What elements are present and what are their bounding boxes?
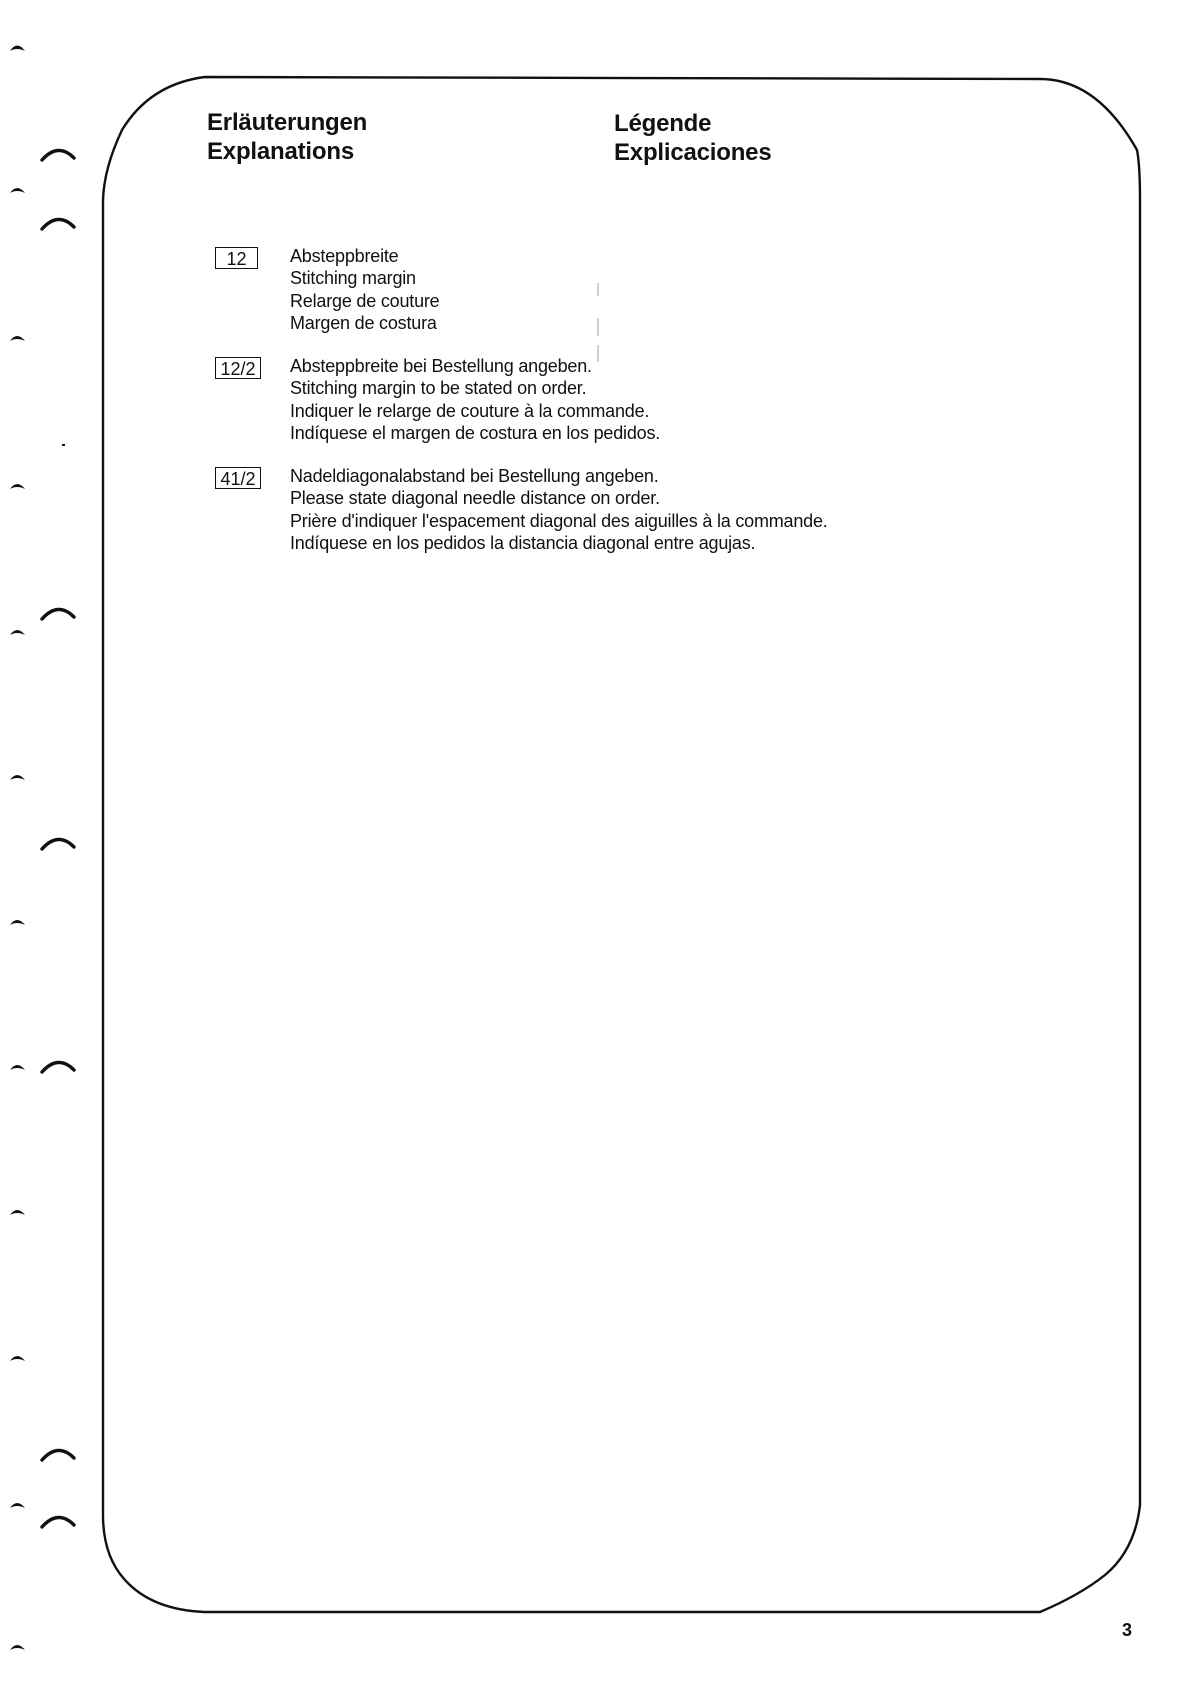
legend-line-english: Stitching margin to be stated on order. — [290, 378, 587, 399]
legend-line-german: Absteppbreite bei Bestellung angeben. — [290, 356, 592, 376]
legend-line-spanish: Margen de costura — [290, 312, 437, 333]
legend-description — [290, 245, 440, 334]
heading-spanish: Explicaciones — [614, 139, 772, 166]
legend-code-box: 12 — [215, 247, 258, 269]
legend-line-english: Stitching margin — [290, 268, 416, 289]
legend-line-spanish: Indíquese el margen de costura en los pedidos. — [290, 422, 661, 443]
legend-code-box: 12/2 — [215, 357, 261, 379]
legend-line-english: Please state diagonal needle distance on order. — [290, 488, 660, 509]
legend-line-spanish: Indíquese en los pedidos la distancia diagonal entre agujas. — [290, 532, 756, 553]
legend-line-german: Absteppbreite — [290, 246, 399, 266]
heading-english: Explanations — [207, 138, 354, 165]
heading-right-column — [614, 109, 771, 167]
legend-description — [290, 355, 660, 444]
legend-line-french: Relarge de couture — [290, 290, 440, 311]
legend-line-french: Indiquer le relarge de couture à la commande. — [290, 400, 650, 421]
binder-hole-marks — [0, 0, 120, 1689]
page-number: 3 — [1122, 1620, 1133, 1640]
legend-line-german: Nadeldiagonalabstand bei Bestellung angeben. — [290, 466, 659, 486]
legend-line-french: Prière d'indiquer l'espacement diagonal des aiguilles à la commande. — [290, 510, 828, 531]
heading-french: Légende — [614, 110, 712, 137]
legend-code-box: 41/2 — [215, 467, 261, 489]
heading-left-column — [207, 108, 367, 166]
legend-description — [290, 465, 828, 554]
heading-german: Erläuterungen — [207, 109, 368, 136]
